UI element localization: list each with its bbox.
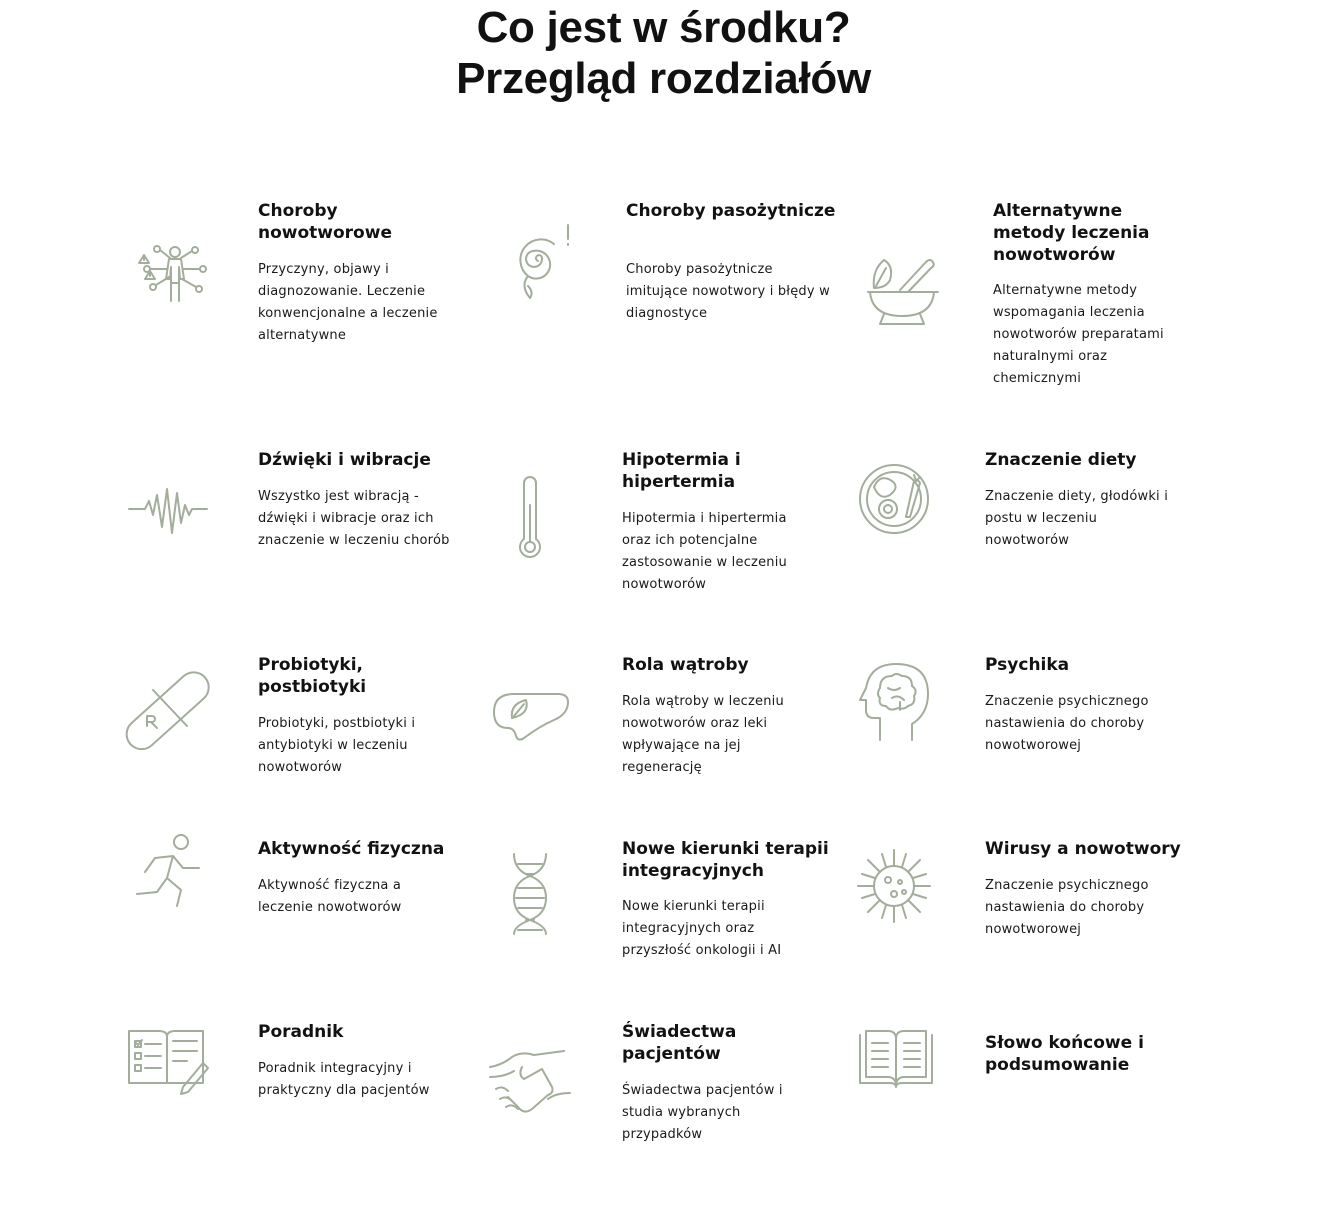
chapter-title: Znaczenie diety — [985, 450, 1137, 470]
liver-icon — [490, 670, 574, 754]
chapter-title: Choroby nowotworowe — [258, 201, 392, 243]
chapter-title: Dźwięki i wibracje — [258, 450, 431, 470]
chapter-description: Aktywność fizyczna a leczenie nowotworów — [258, 878, 402, 915]
chapter-description: Rola wątroby w leczeniu nowotworów oraz leki wpływające na jej regenerację — [622, 694, 784, 775]
chapter-title: Wirusy a nowotwory — [985, 839, 1181, 859]
sound-wave-icon — [127, 467, 211, 551]
chapter-card — [490, 195, 920, 395]
chapter-description: Znaczenie psychicznego nastawienia do choroby nowotworowej — [985, 878, 1149, 937]
running-person-icon — [127, 830, 211, 914]
chapter-description: Poradnik integracyjny i praktyczny dla pacjentów — [258, 1061, 430, 1098]
chapter-title: Słowo końcowe i podsumowanie — [985, 1033, 1144, 1075]
vegetable-plate-icon — [852, 457, 936, 541]
chapter-description: Świadectwa pacjentów i studia wybranych przypadków — [622, 1083, 783, 1142]
parasite-spiral-icon — [498, 217, 582, 301]
chapter-description: Hipotermia i hipertermia oraz ich potencjalne zastosowanie w leczeniu nowotworów — [622, 511, 787, 592]
head-brain-icon — [854, 658, 938, 742]
chapter-description: Wszystko jest wibracją - dźwięki i wibracje oraz ich znaczenie w leczeniu chorób — [258, 489, 450, 548]
chapter-description: Przyczyny, objawy i diagnozowanie. Leczenie konwencjonalne a leczenie alternatywne — [258, 262, 438, 343]
chapter-title: Hipotermia i hipertermia — [622, 450, 741, 492]
chapter-description: Znaczenie diety, głodówki i postu w leczeniu nowotworów — [985, 489, 1169, 548]
helping-hands-icon — [488, 1041, 572, 1125]
page-title-line-2: Przegląd rozdziałów — [456, 54, 871, 103]
body-symptoms-icon — [133, 237, 217, 321]
checklist-icon — [125, 1025, 209, 1109]
chapter-title: Poradnik — [258, 1022, 344, 1042]
thermometer-icon — [488, 475, 572, 559]
chapter-title: Psychika — [985, 655, 1070, 675]
chapter-card — [860, 445, 1290, 645]
chapter-card — [860, 1017, 1290, 1217]
chapter-description: Probiotyki, postbiotyki i antybiotyki w leczeniu nowotworów — [258, 716, 416, 775]
chapter-description: Znaczenie psychicznego nastawienia do choroby nowotworowej — [985, 694, 1149, 753]
chapter-title: Rola wątroby — [622, 655, 749, 675]
chapter-title: Probiotyki, postbiotyki — [258, 655, 367, 697]
chapter-description: Alternatywne metody wspomagania leczenia nowotworów preparatami naturalnymi oraz chemicznymi — [993, 283, 1164, 386]
chapter-card — [860, 195, 1290, 395]
page-title-line-1: Co jest w środku? — [476, 3, 851, 52]
chapter-title: Świadectwa pacjentów — [622, 1022, 737, 1064]
chapter-card — [860, 834, 1290, 1034]
page-title — [0, 0, 1327, 104]
chapter-card — [860, 650, 1290, 850]
chapter-description: Nowe kierunki terapii integracyjnych oraz przyszłość onkologii i AI — [622, 899, 782, 958]
virus-icon — [852, 844, 936, 928]
chapter-title: Choroby pasożytnicze — [626, 201, 836, 221]
dna-helix-icon — [488, 852, 572, 936]
mortar-pestle-icon — [860, 250, 944, 334]
chapter-title: Aktywność fizyczna — [258, 839, 445, 859]
chapter-title: Alternatywne metody leczenia nowotworów — [993, 201, 1150, 265]
chapter-title: Nowe kierunki terapii integracyjnych — [622, 839, 829, 881]
pill-capsule-icon — [125, 668, 209, 752]
open-book-icon — [854, 1017, 938, 1101]
chapter-description: Choroby pasożytnicze imitujące nowotwory i błędy w diagnostyce — [626, 262, 830, 321]
